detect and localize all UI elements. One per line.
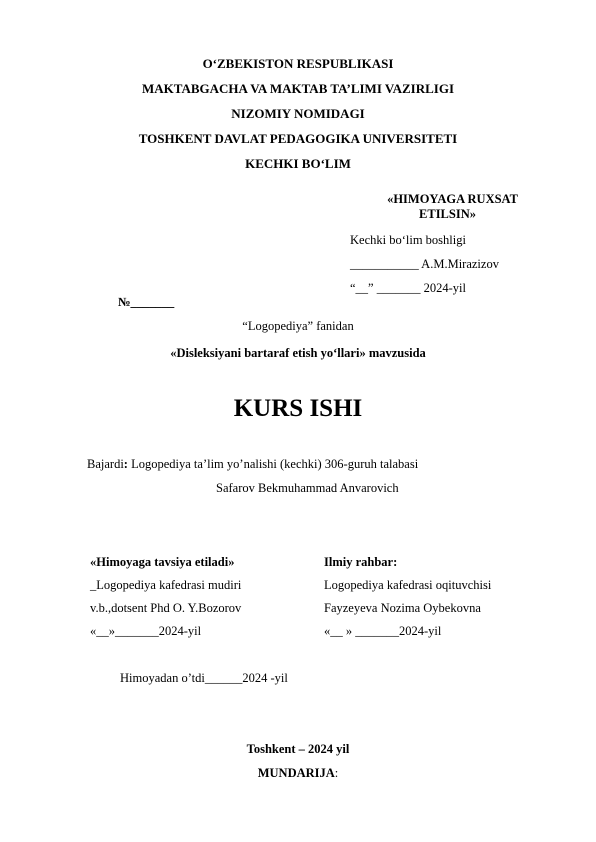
recommendation-position: _Logopediya kafedrasi mudiri xyxy=(90,578,242,592)
approval-position: Kechki bo‘lim boshligi xyxy=(350,233,466,247)
header-ministry-line1: O‘ZBEKISTON RESPUBLIKASI xyxy=(202,56,394,71)
subject-line: “Logopediya” fanidan xyxy=(242,319,354,333)
supervisor-position: Logopediya kafedrasi oqituvchisi xyxy=(324,578,492,592)
header-university-line: TOSHKENT DAVLAT PEDAGOGIKA UNIVERSITETI xyxy=(138,131,458,146)
recommendation-title: «Himoyaga tavsiya etiladi» xyxy=(90,555,235,569)
author-name: Safarov Bekmuhammad Anvarovich xyxy=(216,481,399,495)
document-title: KURS ISHI xyxy=(233,395,363,422)
header-ministry-line2: MAKTABGACHA VA MAKTAB TA’LIMI VAZIRLIGI xyxy=(141,81,455,96)
topic-line: «Disleksiyani bartaraf etish yo‘llari» mavzusida xyxy=(170,346,426,360)
contents-colon: : xyxy=(334,766,339,780)
city-year: Toshkent – 2024 yil xyxy=(246,742,350,756)
contents-heading xyxy=(0,766,596,781)
recommendation-signer: v.b.,dotsent Phd O. Y.Bozorov xyxy=(90,601,242,615)
author-label: Bajardi xyxy=(87,457,124,471)
approval-signature-line: ___________ A.M.Mirazizov xyxy=(350,257,499,271)
author-description: Logopediya ta’lim yo’nalishi (kechki) 306-guruh talabasi xyxy=(127,457,419,471)
recommendation-date: «__»_______2024-yil xyxy=(90,624,202,638)
header-department-line: KECHKI BO‘LIM xyxy=(245,156,351,171)
author-label-colon: : xyxy=(123,457,128,471)
contents-label: MUNDARIJA xyxy=(257,766,335,780)
approval-date-line: “__” _______ 2024-yil xyxy=(350,281,466,295)
registration-number-label: №_______ xyxy=(118,295,175,309)
defense-line: Himoyadan o’tdi______2024 -yil xyxy=(120,671,288,685)
header-ministry-line3: NIZOMIY NOMIDAGI xyxy=(231,106,365,121)
supervisor-title: Ilmiy rahbar: xyxy=(324,555,398,569)
supervisor-name: Fayzeyeva Nozima Oybekovna xyxy=(324,601,481,615)
approval-title-line1: «HIMOYAGA RUXSAT xyxy=(387,192,518,206)
approval-title-line2: ETILSIN» xyxy=(419,207,476,221)
author-line xyxy=(87,457,418,472)
supervisor-date: «__ » _______2024-yil xyxy=(324,624,442,638)
